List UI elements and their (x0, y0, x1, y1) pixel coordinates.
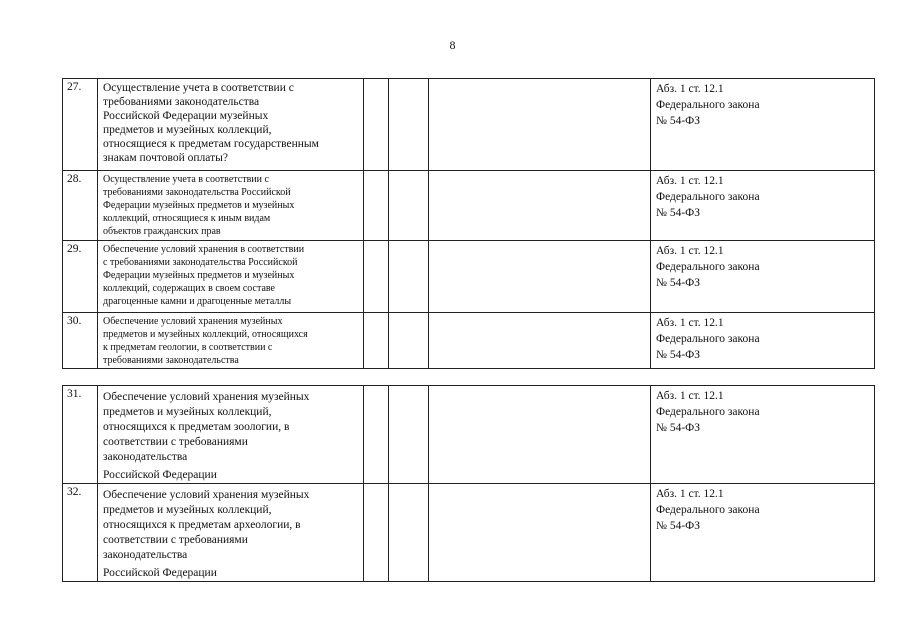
requirements-table-lower (62, 385, 875, 582)
table-row (63, 386, 875, 484)
empty-cell (389, 241, 429, 313)
row-number: 29. (63, 241, 98, 313)
table-row (63, 241, 875, 313)
row-number: 28. (63, 171, 98, 241)
empty-cell (429, 484, 651, 582)
row-number: 30. (63, 313, 98, 369)
legal-reference: Абз. 1 ст. 12.1 Федерального закона № 54-ФЗ (651, 171, 875, 241)
requirements-table-upper (62, 78, 875, 369)
empty-cell (389, 79, 429, 171)
legal-reference: Абз. 1 ст. 12.1 Федерального закона № 54-ФЗ (651, 79, 875, 171)
page-number: 8 (449, 38, 456, 52)
empty-cell (389, 171, 429, 241)
requirement-description: Обеспечение условий хранения в соответствии с требованиями законодательства Российской Федерации музейных предметов и музейных коллекций, содержащих в своем составе драгоценные камни и драгоценные металлы (98, 241, 364, 313)
requirement-description: Осуществление учета в соответствии с требованиями законодательства Российской Федерации музейных предметов и музейных коллекций, относящиеся к предметам государственным знакам почтовой оплаты? (98, 79, 364, 171)
empty-cell (389, 386, 429, 484)
requirement-description: Обеспечение условий хранения музейных предметов и музейных коллекций, относящихся к предметам зоологии, в соответствии с требованиями законодательства Российской Федерации (98, 386, 364, 484)
empty-cell (364, 79, 389, 171)
empty-cell (364, 313, 389, 369)
table-row (63, 313, 875, 369)
legal-reference: Абз. 1 ст. 12.1 Федерального закона № 54-ФЗ (651, 386, 875, 484)
requirement-description: Обеспечение условий хранения музейных предметов и музейных коллекций, относящихся к предметам археологии, в соответствии с требованиями законодательства Российской Федерации (98, 484, 364, 582)
requirement-description: Осуществление учета в соответствии с требованиями законодательства Российской Федерации музейных предметов и музейных коллекций, относящиеся к иным видам объектов гражданских прав (98, 171, 364, 241)
empty-cell (364, 386, 389, 484)
empty-cell (364, 484, 389, 582)
empty-cell (389, 313, 429, 369)
row-number: 31. (63, 386, 98, 484)
empty-cell (429, 241, 651, 313)
empty-cell (429, 79, 651, 171)
table-row (63, 171, 875, 241)
legal-reference: Абз. 1 ст. 12.1 Федерального закона № 54-ФЗ (651, 484, 875, 582)
legal-reference: Абз. 1 ст. 12.1 Федерального закона № 54-ФЗ (651, 313, 875, 369)
empty-cell (364, 241, 389, 313)
requirement-description: Обеспечение условий хранения музейных предметов и музейных коллекций, относящихся к предметам геологии, в соответствии с требованиями законодательства (98, 313, 364, 369)
empty-cell (389, 484, 429, 582)
empty-cell (429, 171, 651, 241)
table-row (63, 79, 875, 171)
empty-cell (429, 386, 651, 484)
empty-cell (429, 313, 651, 369)
row-number: 27. (63, 79, 98, 171)
table-row (63, 484, 875, 582)
legal-reference: Абз. 1 ст. 12.1 Федерального закона № 54-ФЗ (651, 241, 875, 313)
empty-cell (364, 171, 389, 241)
row-number: 32. (63, 484, 98, 582)
